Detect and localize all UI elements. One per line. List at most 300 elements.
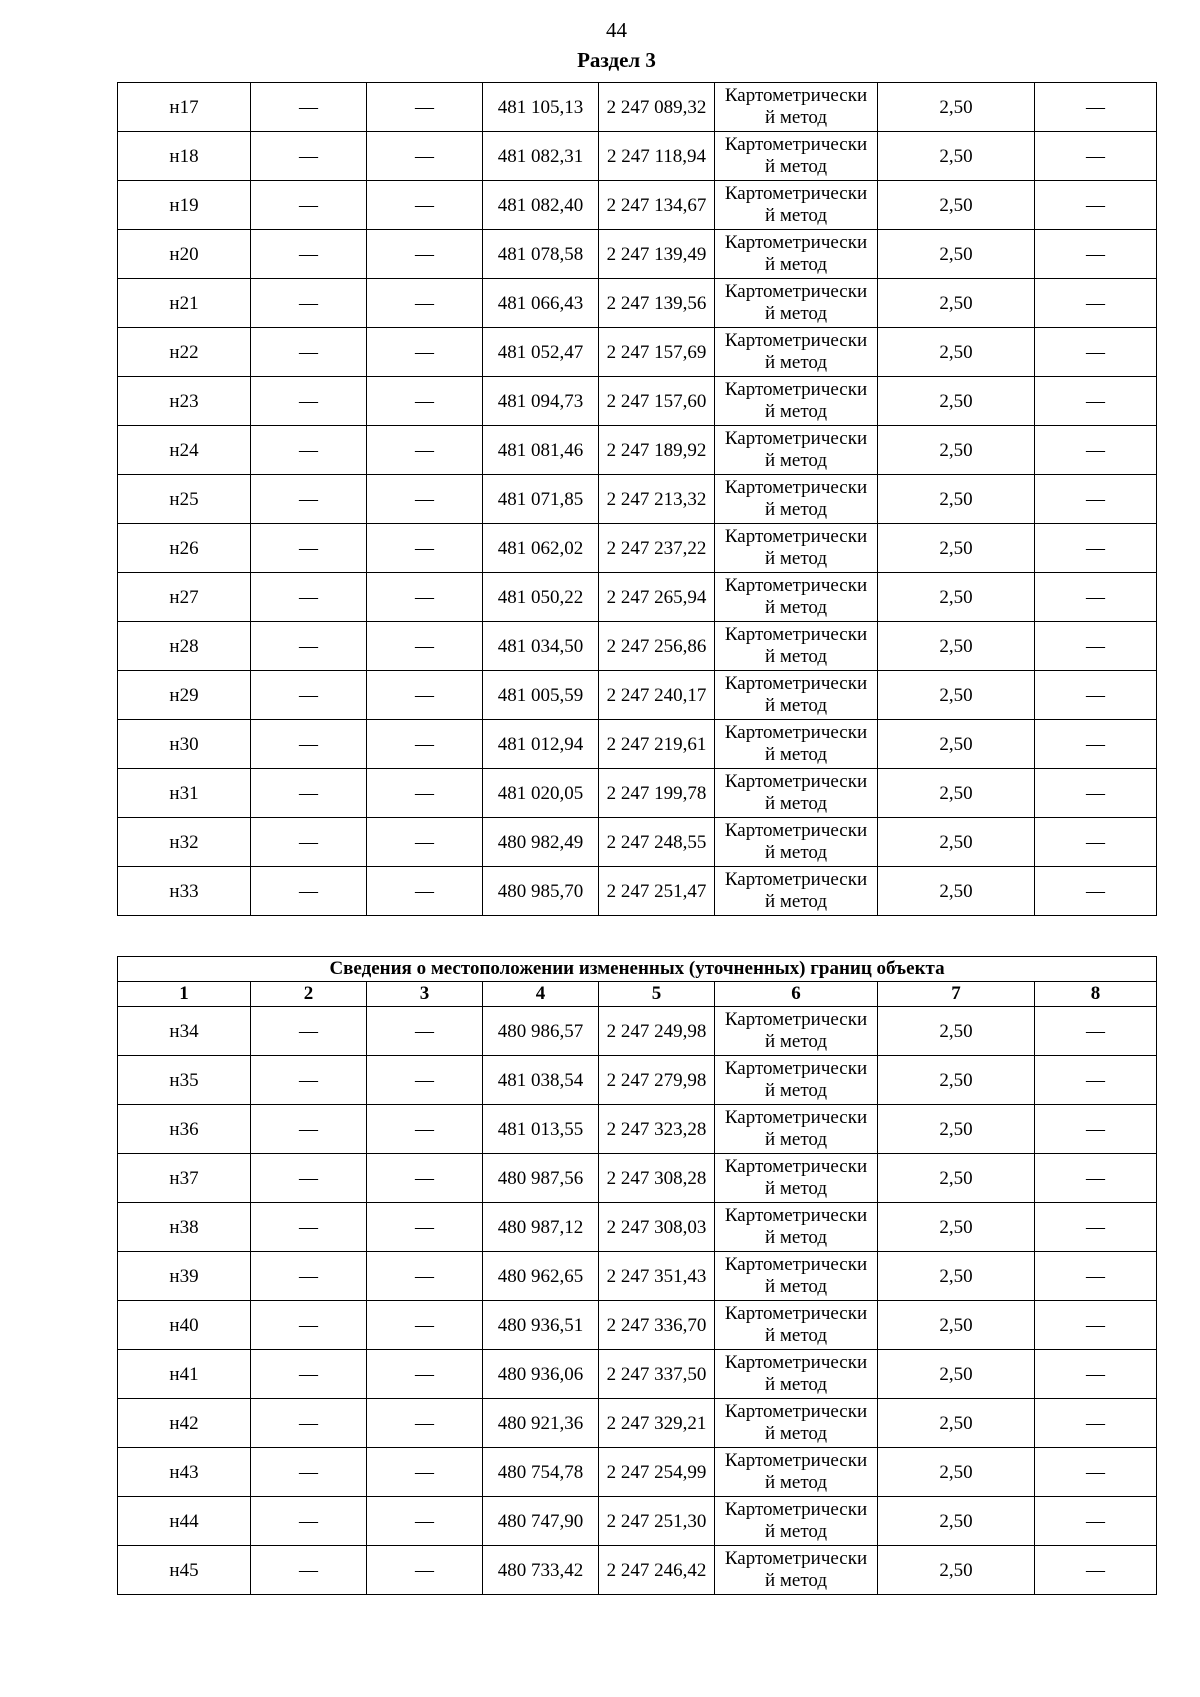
x-coordinate-cell: 481 081,46: [483, 426, 599, 475]
method-line-1: Картометрически: [724, 1009, 868, 1030]
x-coordinate-cell: 480 986,57: [483, 1007, 599, 1056]
table-row: [118, 1056, 1157, 1105]
method-cell: [715, 671, 878, 720]
point-number-cell: н44: [118, 1497, 251, 1546]
method-line-1: Картометрически: [724, 232, 868, 253]
method-line-2: й метод: [764, 1570, 828, 1591]
dash-cell: —: [251, 1301, 367, 1350]
dash-cell: —: [251, 475, 367, 524]
method-cell: [715, 1007, 878, 1056]
point-number-cell: н21: [118, 279, 251, 328]
dash-cell: —: [1035, 83, 1157, 132]
accuracy-cell: 2,50: [878, 524, 1035, 573]
x-coordinate-cell: 481 078,58: [483, 230, 599, 279]
method-line-2: й метод: [764, 1031, 828, 1052]
y-coordinate-cell: 2 247 189,92: [599, 426, 715, 475]
method-line-2: й метод: [764, 891, 828, 912]
point-number-cell: н45: [118, 1546, 251, 1595]
point-number-cell: н33: [118, 867, 251, 916]
method-cell: [715, 1252, 878, 1301]
dash-cell: —: [367, 83, 483, 132]
x-coordinate-cell: 481 082,31: [483, 132, 599, 181]
accuracy-cell: 2,50: [878, 622, 1035, 671]
table-row: [118, 1154, 1157, 1203]
point-number-cell: н20: [118, 230, 251, 279]
y-coordinate-cell: 2 247 265,94: [599, 573, 715, 622]
dash-cell: —: [1035, 769, 1157, 818]
point-number-cell: н31: [118, 769, 251, 818]
method-line-2: й метод: [764, 1374, 828, 1395]
x-coordinate-cell: 480 921,36: [483, 1399, 599, 1448]
table2-caption: Сведения о местоположении измененных (уточненных) границ объекта: [118, 957, 1157, 982]
method-line-1: Картометрически: [724, 1401, 868, 1422]
method-line-2: й метод: [764, 793, 828, 814]
y-coordinate-cell: 2 247 251,47: [599, 867, 715, 916]
y-coordinate-cell: 2 247 139,49: [599, 230, 715, 279]
dash-cell: —: [251, 671, 367, 720]
y-coordinate-cell: 2 247 308,28: [599, 1154, 715, 1203]
method-line-2: й метод: [764, 1080, 828, 1101]
accuracy-cell: 2,50: [878, 132, 1035, 181]
method-line-1: Картометрически: [724, 1450, 868, 1471]
x-coordinate-cell: 480 936,51: [483, 1301, 599, 1350]
section-title: Раздел 3: [577, 48, 656, 72]
x-coordinate-cell: 480 733,42: [483, 1546, 599, 1595]
table-row: [118, 1399, 1157, 1448]
dash-cell: —: [251, 1350, 367, 1399]
dash-cell: —: [1035, 622, 1157, 671]
x-coordinate-cell: 481 050,22: [483, 573, 599, 622]
dash-cell: —: [367, 426, 483, 475]
method-line-1: Картометрически: [724, 1254, 868, 1275]
dash-cell: —: [367, 475, 483, 524]
y-coordinate-cell: 2 247 249,98: [599, 1007, 715, 1056]
method-line-2: й метод: [764, 1129, 828, 1150]
x-coordinate-cell: 480 982,49: [483, 818, 599, 867]
x-coordinate-cell: 480 987,12: [483, 1203, 599, 1252]
accuracy-cell: 2,50: [878, 671, 1035, 720]
dash-cell: —: [251, 83, 367, 132]
point-number-cell: н30: [118, 720, 251, 769]
dash-cell: —: [367, 671, 483, 720]
table-row: [118, 769, 1157, 818]
table-row: [118, 1105, 1157, 1154]
method-line-1: Картометрически: [724, 722, 868, 743]
x-coordinate-cell: 480 936,06: [483, 1350, 599, 1399]
dash-cell: —: [251, 1399, 367, 1448]
dash-cell: —: [1035, 818, 1157, 867]
table-row: [118, 1252, 1157, 1301]
accuracy-cell: 2,50: [878, 1105, 1035, 1154]
table-row: [118, 475, 1157, 524]
accuracy-cell: 2,50: [878, 1252, 1035, 1301]
table-row: [118, 132, 1157, 181]
y-coordinate-cell: 2 247 251,30: [599, 1497, 715, 1546]
method-cell: [715, 622, 878, 671]
method-line-1: Картометрически: [724, 330, 868, 351]
dash-cell: —: [251, 1056, 367, 1105]
method-line-1: Картометрически: [724, 575, 868, 596]
x-coordinate-cell: 481 082,40: [483, 181, 599, 230]
method-line-1: Картометрически: [724, 820, 868, 841]
dash-cell: —: [251, 818, 367, 867]
method-line-2: й метод: [764, 450, 828, 471]
method-cell: [715, 1301, 878, 1350]
dash-cell: —: [251, 181, 367, 230]
column-number-header: 6: [715, 982, 878, 1007]
accuracy-cell: 2,50: [878, 181, 1035, 230]
dash-cell: —: [367, 1497, 483, 1546]
point-number-cell: н22: [118, 328, 251, 377]
dash-cell: —: [1035, 328, 1157, 377]
dash-cell: —: [1035, 1546, 1157, 1595]
table-row: [118, 720, 1157, 769]
table-row: [118, 1007, 1157, 1056]
y-coordinate-cell: 2 247 279,98: [599, 1056, 715, 1105]
accuracy-cell: 2,50: [878, 769, 1035, 818]
method-cell: [715, 328, 878, 377]
y-coordinate-cell: 2 247 237,22: [599, 524, 715, 573]
method-cell: [715, 181, 878, 230]
dash-cell: —: [251, 524, 367, 573]
point-number-cell: н41: [118, 1350, 251, 1399]
dash-cell: —: [1035, 377, 1157, 426]
table-row: [118, 377, 1157, 426]
point-number-cell: н18: [118, 132, 251, 181]
dash-cell: —: [367, 230, 483, 279]
accuracy-cell: 2,50: [878, 1399, 1035, 1448]
method-line-1: Картометрически: [724, 477, 868, 498]
dash-cell: —: [1035, 1203, 1157, 1252]
column-number-header: 3: [367, 982, 483, 1007]
accuracy-cell: 2,50: [878, 475, 1035, 524]
y-coordinate-cell: 2 247 157,69: [599, 328, 715, 377]
method-line-2: й метод: [764, 548, 828, 569]
method-cell: [715, 132, 878, 181]
y-coordinate-cell: 2 247 089,32: [599, 83, 715, 132]
dash-cell: —: [367, 328, 483, 377]
y-coordinate-cell: 2 247 336,70: [599, 1301, 715, 1350]
accuracy-cell: 2,50: [878, 1301, 1035, 1350]
accuracy-cell: 2,50: [878, 1007, 1035, 1056]
point-number-cell: н35: [118, 1056, 251, 1105]
method-cell: [715, 1203, 878, 1252]
y-coordinate-cell: 2 247 157,60: [599, 377, 715, 426]
dash-cell: —: [1035, 279, 1157, 328]
dash-cell: —: [1035, 230, 1157, 279]
x-coordinate-cell: 481 094,73: [483, 377, 599, 426]
method-cell: [715, 1448, 878, 1497]
dash-cell: —: [251, 622, 367, 671]
method-line-2: й метод: [764, 1227, 828, 1248]
x-coordinate-cell: 480 987,56: [483, 1154, 599, 1203]
point-number-cell: н39: [118, 1252, 251, 1301]
method-line-1: Картометрически: [724, 1156, 868, 1177]
dash-cell: —: [251, 867, 367, 916]
point-number-cell: н34: [118, 1007, 251, 1056]
method-cell: [715, 573, 878, 622]
dash-cell: —: [1035, 1007, 1157, 1056]
method-line-1: Картометрически: [724, 1548, 868, 1569]
table-row: [118, 1497, 1157, 1546]
method-line-2: й метод: [764, 842, 828, 863]
dash-cell: —: [367, 1399, 483, 1448]
dash-cell: —: [367, 1350, 483, 1399]
y-coordinate-cell: 2 247 118,94: [599, 132, 715, 181]
point-number-cell: н38: [118, 1203, 251, 1252]
table-row: [118, 818, 1157, 867]
method-cell: [715, 377, 878, 426]
method-line-1: Картометрически: [724, 1205, 868, 1226]
method-line-2: й метод: [764, 352, 828, 373]
accuracy-cell: 2,50: [878, 426, 1035, 475]
x-coordinate-cell: 480 962,65: [483, 1252, 599, 1301]
method-line-2: й метод: [764, 1178, 828, 1199]
table-row: [118, 1301, 1157, 1350]
y-coordinate-cell: 2 247 213,32: [599, 475, 715, 524]
table-row: [118, 573, 1157, 622]
column-number-header: 4: [483, 982, 599, 1007]
method-cell: [715, 867, 878, 916]
dash-cell: —: [367, 818, 483, 867]
point-number-cell: н25: [118, 475, 251, 524]
method-line-1: Картометрически: [724, 1107, 868, 1128]
method-line-2: й метод: [764, 1423, 828, 1444]
dash-cell: —: [251, 328, 367, 377]
table-row: [118, 1546, 1157, 1595]
column-number-header: 5: [599, 982, 715, 1007]
method-line-2: й метод: [764, 107, 828, 128]
dash-cell: —: [367, 1301, 483, 1350]
method-line-2: й метод: [764, 499, 828, 520]
method-line-1: Картометрически: [724, 379, 868, 400]
accuracy-cell: 2,50: [878, 818, 1035, 867]
method-cell: [715, 1350, 878, 1399]
x-coordinate-cell: 481 034,50: [483, 622, 599, 671]
table-row: [118, 622, 1157, 671]
y-coordinate-cell: 2 247 248,55: [599, 818, 715, 867]
method-line-1: Картометрически: [724, 624, 868, 645]
dash-cell: —: [251, 1007, 367, 1056]
dash-cell: —: [367, 1252, 483, 1301]
y-coordinate-cell: 2 247 256,86: [599, 622, 715, 671]
dash-cell: —: [367, 867, 483, 916]
method-line-2: й метод: [764, 695, 828, 716]
dash-cell: —: [1035, 181, 1157, 230]
accuracy-cell: 2,50: [878, 1448, 1035, 1497]
method-line-1: Картометрически: [724, 85, 868, 106]
table-row: [118, 671, 1157, 720]
point-number-cell: н32: [118, 818, 251, 867]
method-cell: [715, 818, 878, 867]
dash-cell: —: [251, 1546, 367, 1595]
accuracy-cell: 2,50: [878, 230, 1035, 279]
point-number-cell: н17: [118, 83, 251, 132]
dash-cell: —: [1035, 1399, 1157, 1448]
method-line-1: Картометрически: [724, 281, 868, 302]
method-cell: [715, 524, 878, 573]
page-number: 44: [606, 18, 627, 42]
method-line-1: Картометрически: [724, 526, 868, 547]
dash-cell: —: [367, 1546, 483, 1595]
boundary-points-table-2: [117, 956, 1157, 1595]
y-coordinate-cell: 2 247 219,61: [599, 720, 715, 769]
point-number-cell: н19: [118, 181, 251, 230]
point-number-cell: н36: [118, 1105, 251, 1154]
table-row: [118, 230, 1157, 279]
dash-cell: —: [1035, 1105, 1157, 1154]
column-number-header: 1: [118, 982, 251, 1007]
column-number-header: 7: [878, 982, 1035, 1007]
method-line-2: й метод: [764, 303, 828, 324]
method-cell: [715, 1546, 878, 1595]
method-cell: [715, 426, 878, 475]
dash-cell: —: [1035, 720, 1157, 769]
dash-cell: —: [1035, 426, 1157, 475]
point-number-cell: н23: [118, 377, 251, 426]
method-cell: [715, 475, 878, 524]
dash-cell: —: [367, 181, 483, 230]
dash-cell: —: [1035, 1448, 1157, 1497]
method-line-2: й метод: [764, 1325, 828, 1346]
table-row: [118, 1350, 1157, 1399]
dash-cell: —: [367, 524, 483, 573]
dash-cell: —: [251, 769, 367, 818]
method-line-1: Картометрически: [724, 1303, 868, 1324]
y-coordinate-cell: 2 247 139,56: [599, 279, 715, 328]
y-coordinate-cell: 2 247 337,50: [599, 1350, 715, 1399]
method-cell: [715, 279, 878, 328]
x-coordinate-cell: 481 005,59: [483, 671, 599, 720]
boundary-points-table-1: [117, 82, 1157, 916]
table-row: [118, 524, 1157, 573]
method-cell: [715, 720, 878, 769]
dash-cell: —: [1035, 573, 1157, 622]
method-line-1: Картометрически: [724, 869, 868, 890]
point-number-cell: н29: [118, 671, 251, 720]
dash-cell: —: [251, 573, 367, 622]
dash-cell: —: [367, 377, 483, 426]
dash-cell: —: [367, 1007, 483, 1056]
method-line-2: й метод: [764, 1472, 828, 1493]
dash-cell: —: [1035, 132, 1157, 181]
method-cell: [715, 1399, 878, 1448]
table-row: [118, 1448, 1157, 1497]
dash-cell: —: [367, 1203, 483, 1252]
dash-cell: —: [251, 377, 367, 426]
method-line-2: й метод: [764, 156, 828, 177]
dash-cell: —: [1035, 1252, 1157, 1301]
accuracy-cell: 2,50: [878, 1203, 1035, 1252]
table-row: [118, 181, 1157, 230]
method-line-2: й метод: [764, 744, 828, 765]
dash-cell: —: [1035, 1056, 1157, 1105]
method-cell: [715, 1105, 878, 1154]
dash-cell: —: [251, 1497, 367, 1546]
y-coordinate-cell: 2 247 246,42: [599, 1546, 715, 1595]
method-line-2: й метод: [764, 646, 828, 667]
point-number-cell: н26: [118, 524, 251, 573]
accuracy-cell: 2,50: [878, 279, 1035, 328]
accuracy-cell: 2,50: [878, 83, 1035, 132]
x-coordinate-cell: 481 020,05: [483, 769, 599, 818]
method-line-2: й метод: [764, 254, 828, 275]
column-number-header: 2: [251, 982, 367, 1007]
dash-cell: —: [1035, 1497, 1157, 1546]
method-line-1: Картометрически: [724, 183, 868, 204]
accuracy-cell: 2,50: [878, 1546, 1035, 1595]
y-coordinate-cell: 2 247 134,67: [599, 181, 715, 230]
dash-cell: —: [251, 1448, 367, 1497]
y-coordinate-cell: 2 247 308,03: [599, 1203, 715, 1252]
x-coordinate-cell: 480 985,70: [483, 867, 599, 916]
accuracy-cell: 2,50: [878, 328, 1035, 377]
dash-cell: —: [367, 132, 483, 181]
y-coordinate-cell: 2 247 254,99: [599, 1448, 715, 1497]
accuracy-cell: 2,50: [878, 1350, 1035, 1399]
dash-cell: —: [367, 720, 483, 769]
x-coordinate-cell: 481 066,43: [483, 279, 599, 328]
dash-cell: —: [1035, 1301, 1157, 1350]
y-coordinate-cell: 2 247 199,78: [599, 769, 715, 818]
table-row: [118, 83, 1157, 132]
point-number-cell: н27: [118, 573, 251, 622]
dash-cell: —: [1035, 671, 1157, 720]
method-cell: [715, 1154, 878, 1203]
x-coordinate-cell: 481 052,47: [483, 328, 599, 377]
point-number-cell: н43: [118, 1448, 251, 1497]
method-line-2: й метод: [764, 205, 828, 226]
dash-cell: —: [251, 230, 367, 279]
point-number-cell: н24: [118, 426, 251, 475]
dash-cell: —: [1035, 475, 1157, 524]
x-coordinate-cell: 481 038,54: [483, 1056, 599, 1105]
y-coordinate-cell: 2 247 329,21: [599, 1399, 715, 1448]
dash-cell: —: [1035, 1154, 1157, 1203]
y-coordinate-cell: 2 247 323,28: [599, 1105, 715, 1154]
method-line-1: Картометрически: [724, 1499, 868, 1520]
dash-cell: —: [367, 622, 483, 671]
dash-cell: —: [251, 279, 367, 328]
method-cell: [715, 1056, 878, 1105]
dash-cell: —: [251, 426, 367, 475]
point-number-cell: н28: [118, 622, 251, 671]
dash-cell: —: [367, 573, 483, 622]
method-cell: [715, 769, 878, 818]
x-coordinate-cell: 481 013,55: [483, 1105, 599, 1154]
method-line-2: й метод: [764, 1521, 828, 1542]
point-number-cell: н40: [118, 1301, 251, 1350]
dash-cell: —: [367, 769, 483, 818]
x-coordinate-cell: 480 747,90: [483, 1497, 599, 1546]
dash-cell: —: [251, 132, 367, 181]
y-coordinate-cell: 2 247 351,43: [599, 1252, 715, 1301]
y-coordinate-cell: 2 247 240,17: [599, 671, 715, 720]
table-row: [118, 867, 1157, 916]
x-coordinate-cell: 481 012,94: [483, 720, 599, 769]
accuracy-cell: 2,50: [878, 720, 1035, 769]
accuracy-cell: 2,50: [878, 573, 1035, 622]
method-line-1: Картометрически: [724, 771, 868, 792]
dash-cell: —: [367, 1448, 483, 1497]
table-row: [118, 328, 1157, 377]
x-coordinate-cell: 481 071,85: [483, 475, 599, 524]
dash-cell: —: [251, 1154, 367, 1203]
method-line-1: Картометрически: [724, 673, 868, 694]
dash-cell: —: [1035, 1350, 1157, 1399]
method-line-2: й метод: [764, 1276, 828, 1297]
point-number-cell: н37: [118, 1154, 251, 1203]
